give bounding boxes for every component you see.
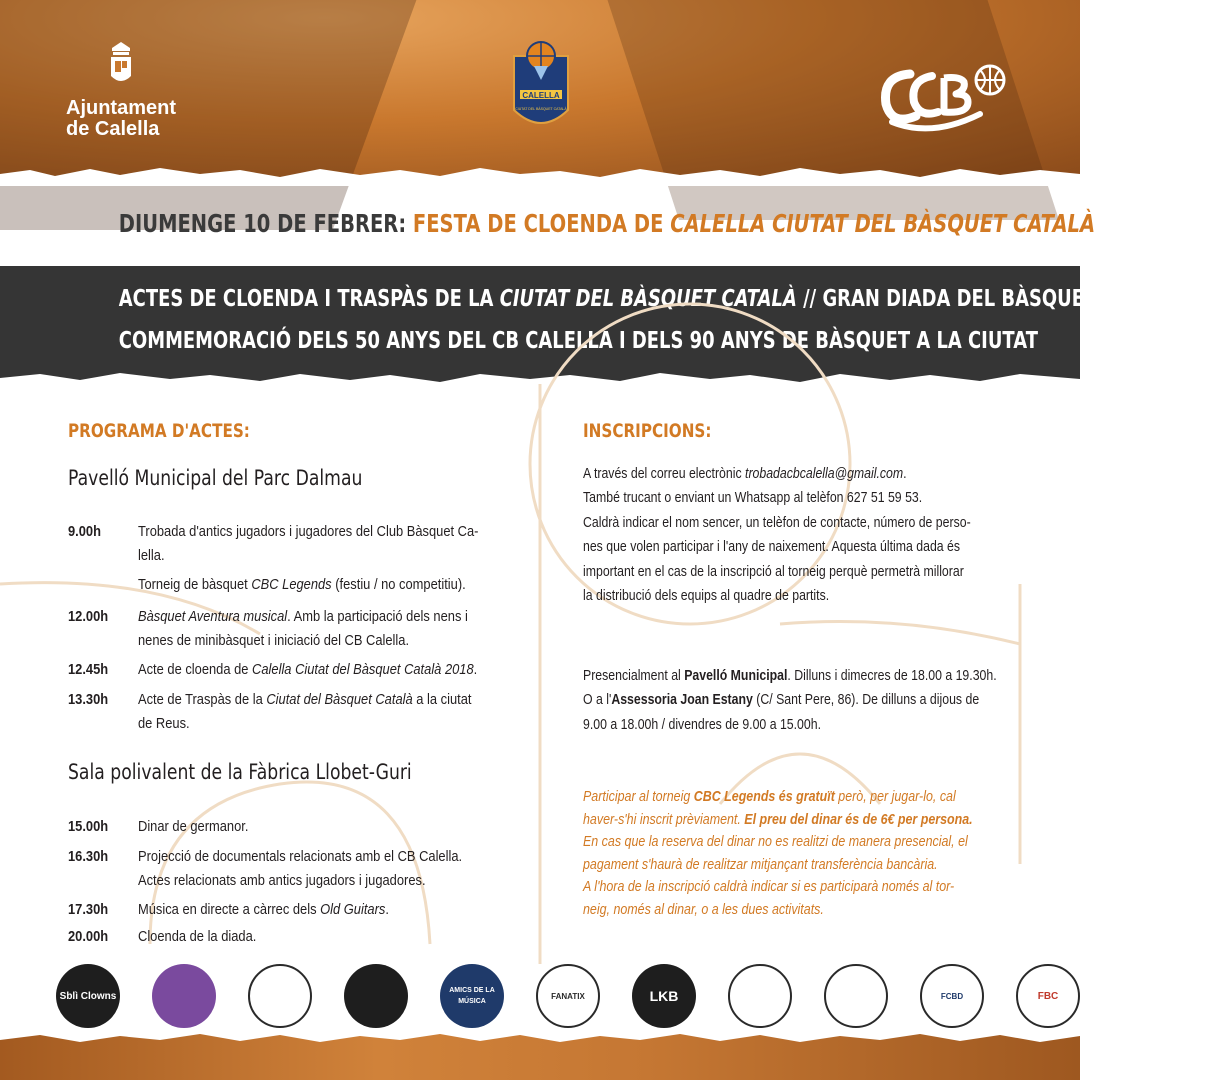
desc-part: Torneig de bàsquet: [138, 576, 252, 593]
club-logo-subtext: CIUTAT DEL BÀSQUET CATALÀ: [515, 107, 567, 111]
desc-part: Acte de Traspàs de la: [138, 691, 267, 708]
desc-part: CBC Legends: [251, 576, 332, 593]
program-desc: [138, 658, 568, 682]
note-part: El preu del dinar és de 6€ per persona.: [744, 810, 973, 828]
desc-part: Ciutat del Bàsquet Català: [266, 691, 413, 708]
text-part: A través del correu electrònic: [583, 465, 746, 482]
ajuntament-name-line2: de Calella: [66, 118, 160, 140]
program-desc: Cloenda de la diada.: [138, 928, 257, 945]
sponsor-logo-sbli-clowns: Sblì Clowns: [56, 964, 120, 1028]
program-heading: PROGRAMA D'ACTES:: [68, 420, 250, 442]
text-line: 9.00 a 18.00h / divendres de 9.00 a 15.00h.: [583, 715, 821, 733]
program-time: 9.00h: [68, 523, 101, 540]
note-part: és gratuït: [775, 788, 835, 805]
text-part: (C/ Sant Pere, 86). De dilluns a dijous de: [752, 691, 980, 709]
program-desc: [138, 605, 568, 652]
sponsor-logo-circle: [824, 964, 888, 1028]
program-desc: [138, 845, 568, 892]
venue-pavello: Pavelló Municipal del Parc Dalmau: [68, 466, 363, 490]
subtitle-line-1: [118, 286, 1217, 312]
program-time: 15.00h: [68, 818, 109, 835]
subtitle-line-2: COMMEMORACIÓ DELS 50 ANYS DEL CB CALELLA I DELS 90 ANYS DE BÀSQUET A LA CIUTAT: [118, 328, 1039, 354]
desc-part: Old Guitars: [320, 901, 386, 918]
note-part: però, per jugar-lo, cal: [834, 788, 956, 805]
ccb-logo: [872, 56, 1012, 136]
text-line: nes que volen participar i l'any de naixement. Aquesta última dada és: [583, 538, 961, 556]
sponsor-logo-fbc: FBC: [1016, 964, 1080, 1028]
sponsor-logo-amics-musica: AMICS DE LA MÚSICA: [440, 964, 504, 1028]
desc-part: Bàsquet Aventura musical: [138, 608, 288, 625]
desc-line: nenes de minibàsquet i iniciació del CB Calella.: [138, 631, 410, 649]
subtitle-part: // GRAN DIADA DEL BÀSQUET CALELLENC: [803, 286, 1217, 312]
title-event: FESTA DE CLOENDA DE: [412, 209, 664, 238]
venue-sala-polivalent: Sala polivalent de la Fàbrica Llobet-Guri: [68, 760, 412, 784]
desc-part: .: [473, 661, 478, 678]
desc-part: . Amb la participació dels nens i: [287, 608, 468, 625]
page-title: [118, 196, 1096, 252]
text-part: . Dilluns i dimecres de 18.00 a 19.30h.: [787, 667, 997, 684]
program-desc: [138, 520, 568, 567]
text-part: Presencialment al: [583, 667, 685, 684]
text-line: important en el cas de la inscripció al torneig perquè permetrà millorar: [583, 562, 964, 580]
title-event-name: CALELLA CIUTAT DEL BÀSQUET CATALÀ: [670, 209, 1096, 238]
program-desc: [138, 688, 568, 735]
program-time: 20.00h: [68, 928, 109, 945]
sponsor-logo-c: [728, 964, 792, 1028]
inscriptions-heading: INSCRIPCIONS:: [583, 420, 712, 442]
desc-part: a la ciutat: [412, 691, 472, 708]
torn-edge: [0, 1030, 1080, 1046]
note-line: pagament s'haurà de realitzar mitjançant transferència bancària.: [583, 855, 938, 873]
program-desc: [138, 573, 568, 597]
program-desc: Dinar de germanor.: [138, 818, 249, 835]
sponsor-logos: [56, 960, 1059, 1032]
desc-line: Actes relacionats amb antics jugadors i jugadores.: [138, 871, 426, 889]
desc-line: Trobada d'antics jugadors i jugadores del Club Bàsquet Ca-: [138, 523, 479, 540]
note-line: neig, només al dinar, o a les dues activitats.: [583, 900, 824, 918]
desc-part: .: [385, 901, 389, 918]
text-part: O a l': [583, 691, 612, 709]
desc-part: Calella Ciutat del Bàsquet Català 2018: [252, 661, 474, 678]
inscriptions-note: [583, 786, 1015, 922]
text-line: la distribució dels equips al quadre de partits.: [583, 587, 830, 605]
subtitle-part: ACTES DE CLOENDA I TRASPÀS DE LA: [118, 286, 494, 312]
program-desc: [138, 898, 568, 922]
text-part: Pavelló Municipal: [684, 667, 788, 684]
text-line: També trucant o enviant un Whatsapp al telèfon 627 51 59 53.: [583, 489, 923, 507]
club-logo-text: CALELLA: [522, 91, 560, 100]
note-part: haver-s'hi inscrit prèviament.: [583, 810, 745, 828]
footer-banner: [0, 1034, 1080, 1080]
shield-icon: [106, 40, 136, 92]
text-part: Assessoria Joan Estany: [611, 691, 753, 709]
desc-part: Música en directe a càrrec dels: [138, 901, 321, 918]
desc-line: lella.: [138, 546, 165, 564]
club-crest-logo: [510, 40, 572, 136]
note-line: A l'hora de la inscripció caldrà indicar si es participarà només al tor-: [583, 878, 955, 896]
subtitle-band: [0, 266, 1217, 384]
sponsor-logo-dark: [344, 964, 408, 1028]
sponsor-logo-lkb: LKB: [632, 964, 696, 1028]
program-time: 16.30h: [68, 848, 109, 865]
sponsor-logo-crest: [248, 964, 312, 1028]
text-part: .: [903, 465, 907, 482]
torn-edge: [0, 164, 1080, 186]
desc-line: Projecció de documentals relacionats amb el CB Calella.: [138, 848, 463, 865]
program-time: 12.45h: [68, 661, 109, 678]
sponsor-logo-fcbd: FCBD: [920, 964, 984, 1028]
email-link[interactable]: trobadacbcalella@gmail.com: [745, 465, 904, 482]
inscriptions-text: [583, 462, 1032, 608]
subtitle-part: CIUTAT DEL BÀSQUET CATALÀ: [499, 286, 797, 312]
desc-part: Acte de cloenda de: [138, 661, 253, 678]
text-line: Caldrà indicar el nom sencer, un telèfon de contacte, número de perso-: [583, 513, 971, 531]
ajuntament-logo: [66, 40, 186, 140]
note-line: En cas que la reserva del dinar no es realitzi de manera presencial, el: [583, 833, 968, 851]
title-date: DIUMENGE 10 DE FEBRER:: [118, 209, 407, 238]
sponsor-logo-fanatix: FANATIX: [536, 964, 600, 1028]
program-time: 13.30h: [68, 691, 109, 708]
program-time: 17.30h: [68, 901, 109, 918]
note-part: Participar al torneig: [583, 788, 694, 805]
note-part: CBC Legends: [693, 788, 776, 805]
inscriptions-presencial: [583, 664, 1032, 737]
program-time: 12.00h: [68, 608, 109, 625]
ajuntament-name-line1: Ajuntament: [66, 97, 176, 119]
desc-part: (festiu / no competitiu).: [331, 576, 466, 593]
desc-line: de Reus.: [138, 714, 190, 732]
sponsor-logo-purple: [152, 964, 216, 1028]
